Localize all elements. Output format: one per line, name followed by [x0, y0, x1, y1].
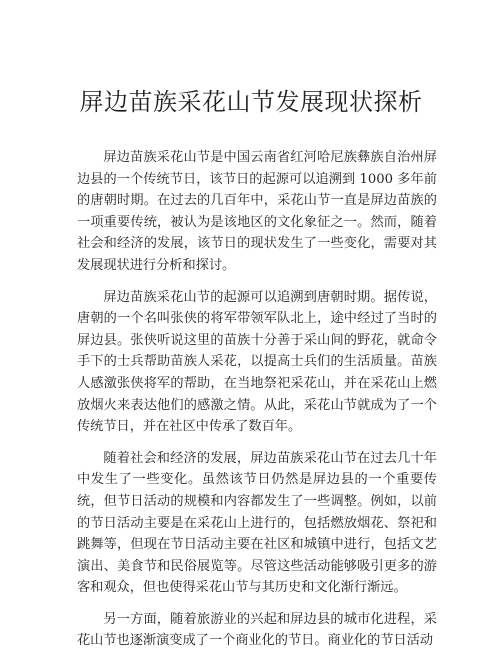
paragraph-commercialization: 另一方面，随着旅游业的兴起和屏边县的城市化进程，采花山节也逐渐演变成了一个商业化的节日。商业化的节日活动 [77, 611, 437, 649]
document-title: 屏边苗族采花山节发展现状探析 [79, 88, 423, 116]
paragraph-origin: 屏边苗族采花山节的起源可以追溯到唐朝时期。据传说，唐朝的一个名叫张侠的将军带领军队北上，途中经过了当时的屏边县。张侠听说这里的苗族十分善于采山间的野花，就命令手下的士兵帮助苗族人采花，以提高士兵们的生活质量。苗族人感激张侠将军的帮助，在当地祭祀采花山，并在采花山上燃放烟火来表达他们的感激之情。从此，采花山节就成为了一个传统节日，并在社区中传承了数百年。 [77, 289, 437, 435]
paragraph-intro: 屏边苗族采花山节是中国云南省红河哈尼族彝族自治州屏边县的一个传统节日，该节日的起源可以追溯到 1000 多年前的唐朝时期。在过去的几百年中，采花山节一直是屏边苗族的一项重要传统，被认为是该地区的文化象征之一。然而，随着社会和经济的发展，该节日的现状发生了一些变化，需要对其发展现状进行分析和探讨。 [77, 150, 437, 273]
paragraph-changes: 随着社会和经济的发展，屏边苗族采花山节在过去几十年中发生了一些变化。虽然该节日仍然是屏边县的一个重要传统，但节日活动的规模和内容都发生了一些调整。例如，以前的节日活动主要是在采花山上进行的，包括燃放烟花、祭祀和跳舞等，但现在节日活动主要在社区和城镇中进行，包括文艺演出、美食节和民俗展览等。尽管这些活动能够吸引更多的游客和观众，但也使得采花山节与其历史和文化渐行渐远。 [77, 450, 437, 596]
document-body [77, 147, 437, 662]
